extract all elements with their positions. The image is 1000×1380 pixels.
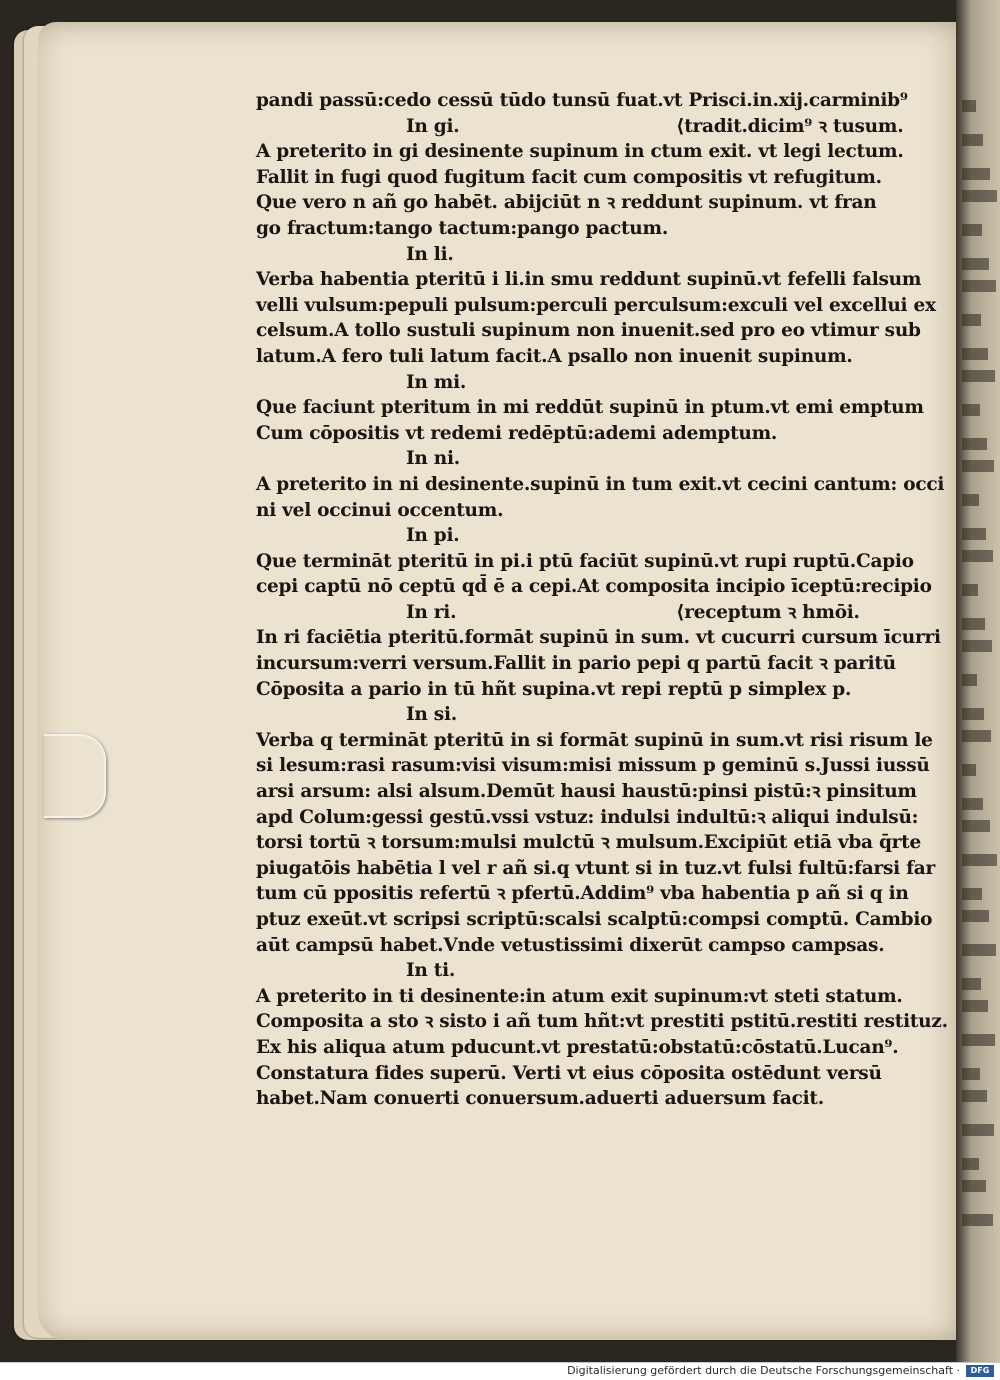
facing-text-fragment: [962, 730, 991, 742]
facing-text-fragment: [962, 618, 985, 630]
facing-text-fragment: [962, 370, 995, 382]
facing-text-fragment: [962, 1034, 995, 1046]
dfg-logo: DFG: [966, 1365, 994, 1377]
footer-bar: [0, 1362, 1000, 1380]
text-line: incursum:verri versum.Fallit in pario pepi q partū facit ꝛ paritū: [256, 653, 896, 675]
section-heading: In pi.: [406, 525, 460, 547]
section-heading-line: [256, 600, 906, 626]
facing-text-fragment: [962, 224, 982, 236]
facing-text-fragment: [962, 460, 994, 472]
facing-text-fragment: [962, 1158, 979, 1170]
text-line: aūt campsū habet.Vnde vetustissimi dixerūt campso campsas.: [256, 934, 885, 956]
text-line: apd Colum:gessi gestū.vssi vstuz: indulsi indultū:ꝛ aliqui indulsū:: [256, 806, 919, 828]
text-line: piugatōis habētia l vel r añ si.q vtunt si in tuz.vt fulsi fultū:farsi far: [256, 857, 936, 879]
text-line: habet.Nam conuerti conuersum.aduerti aduersum facit.: [256, 1088, 824, 1110]
text-line: tum cū ppositis refertū ꝛ pfertū.Addim⁹ vba habentia p añ si q in: [256, 883, 909, 905]
facing-text-fragment: [962, 348, 988, 360]
text-line: pandi passū:cedo cessū tūdo tunsū fuat.vt Prisci.in.xij.carminib⁹: [256, 90, 908, 111]
facing-text-fragment: [962, 944, 996, 956]
text-line: Cum cōpositis vt redemi redēptū:ademi ademptum.: [256, 422, 778, 444]
facing-text-fragment: [962, 708, 984, 720]
text-line: A preterito in ni desinente.supinū in tum exit.vt cecini cantum: occi: [256, 473, 945, 495]
facing-text-fragment: [962, 528, 986, 540]
text-line: velli vulsum:pepuli pulsum:perculi perculsum:exculi vel excellui ex: [256, 294, 936, 316]
text-line: Verba habentia pteritū i li.in smu reddunt supinū.vt fefelli falsum: [256, 269, 922, 291]
footer-credit: Digitalisierung gefördert durch die Deutsche Forschungsgemeinschaft ·: [567, 1364, 960, 1377]
text-line: torsi tortū ꝛ torsum:mulsi mulctū ꝛ mulsum.Excipiūt etiā vba q̄rte: [256, 832, 921, 854]
carryover-text: ⟨receptum ꝛ hmōi.: [676, 601, 860, 623]
facing-text-fragment: [962, 550, 993, 562]
carryover-text: ⟨tradit.dicim⁹ ꝛ tusum.: [676, 115, 904, 137]
text-line: Que vero n añ go habēt. abijciūt n ꝛ reddunt supinum. vt fran: [256, 192, 877, 214]
facing-text-fragment: [962, 1180, 986, 1192]
text-line: celsum.A tollo sustuli supinum non inuenit.sed pro eo vtimur sub: [256, 320, 921, 342]
text-line: A preterito in ti desinente:in atum exit supinum:vt steti statum.: [256, 985, 903, 1007]
section-heading: In li.: [406, 243, 454, 265]
text-line: Que faciunt pteritum in mi reddūt supinū in ptum.vt emi emptum: [256, 397, 924, 419]
facing-text-fragment: [962, 314, 981, 326]
text-line: A preterito in gi desinente supinum in ctum exit. vt legi lectum.: [256, 141, 904, 163]
text-line: Ex his aliqua atum pducunt.vt prestatū:obstatū:cōstatū.Lucan⁹.: [256, 1036, 899, 1058]
text-line: Fallit in fugi quod fugitum facit cum compositis vt refugitum.: [256, 166, 882, 188]
facing-text-fragment: [962, 1124, 994, 1136]
text-line: In ri faciētia pteritū.formāt supinū in sum. vt cucurri cursum īcurri: [256, 627, 941, 649]
facing-text-fragment: [962, 258, 989, 270]
facing-text-fragment: [962, 190, 997, 202]
text-line: go fractum:tango tactum:pango pactum.: [256, 217, 669, 239]
section-heading: In ti.: [406, 960, 456, 982]
text-line: Cōposita a pario in tū hñt supina.vt repi reptū p simplex p.: [256, 678, 852, 700]
facing-text-fragment: [962, 888, 982, 900]
facing-text-fragment: [962, 854, 997, 866]
text-line: cepi captū nō ceptū qd̄ ē a cepi.At composita incipio īceptū:recipio: [256, 576, 932, 598]
facing-text-fragment: [962, 134, 983, 146]
facing-text-fragment: [962, 280, 996, 292]
section-heading: In ni.: [406, 448, 460, 470]
section-heading-line: [256, 114, 906, 140]
facing-text-fragment: [962, 1214, 993, 1226]
text-line: arsi arsum: alsi alsum.Demūt hausi haustū:pinsi pistū:ꝛ pinsitum: [256, 781, 917, 803]
facing-text-fragment: [962, 640, 992, 652]
facing-text-fragment: [962, 1068, 980, 1080]
facing-text-fragment: [962, 494, 979, 506]
text-line: Verba q termināt pteritū in si formāt supinū in sum.vt risi risum le: [256, 729, 933, 751]
text-line: Constatura fides superū. Verti vt eius cōposita ostēdunt versū: [256, 1062, 882, 1084]
facing-text-fragment: [962, 820, 990, 832]
facing-text-fragment: [962, 978, 981, 990]
section-heading: In gi.: [406, 115, 460, 137]
section-heading: In si.: [406, 704, 457, 726]
text-line: si lesum:rasi rasum:visi visum:misi missum p geminū s.Jussi iussū: [256, 755, 930, 777]
text-line: Que termināt pteritū in pi.i ptū faciūt supinū.vt rupi ruptū.Capio: [256, 550, 914, 572]
facing-text-fragment: [962, 764, 976, 776]
facing-text-fragment: [962, 674, 977, 686]
page-text-block: [256, 88, 948, 1112]
facing-text-fragment: [962, 404, 980, 416]
text-line: ni vel occinui occentum.: [256, 499, 504, 521]
facing-text-fragment: [962, 910, 989, 922]
facing-text-fragment: [962, 1090, 987, 1102]
facing-text-fragment: [962, 168, 990, 180]
section-heading: In ri.: [406, 601, 457, 623]
text-line: latum.A fero tuli latum facit.A psallo non inuenit supinum.: [256, 345, 853, 367]
bookmark-tab: [44, 734, 106, 818]
facing-text-fragment: [962, 100, 976, 112]
facing-text-fragment: [962, 584, 978, 596]
facing-text-fragment: [962, 798, 983, 810]
facing-text-fragment: [962, 438, 987, 450]
section-heading: In mi.: [406, 371, 467, 393]
text-line: Composita a sto ꝛ sisto i añ tum hñt:vt prestiti pstitū.restiti restituz.: [256, 1011, 948, 1033]
facing-text-fragment: [962, 1000, 988, 1012]
text-line: ptuz exeūt.vt scripsi scriptū:scalsi scalptū:compsi comptū. Cambio: [256, 909, 933, 930]
